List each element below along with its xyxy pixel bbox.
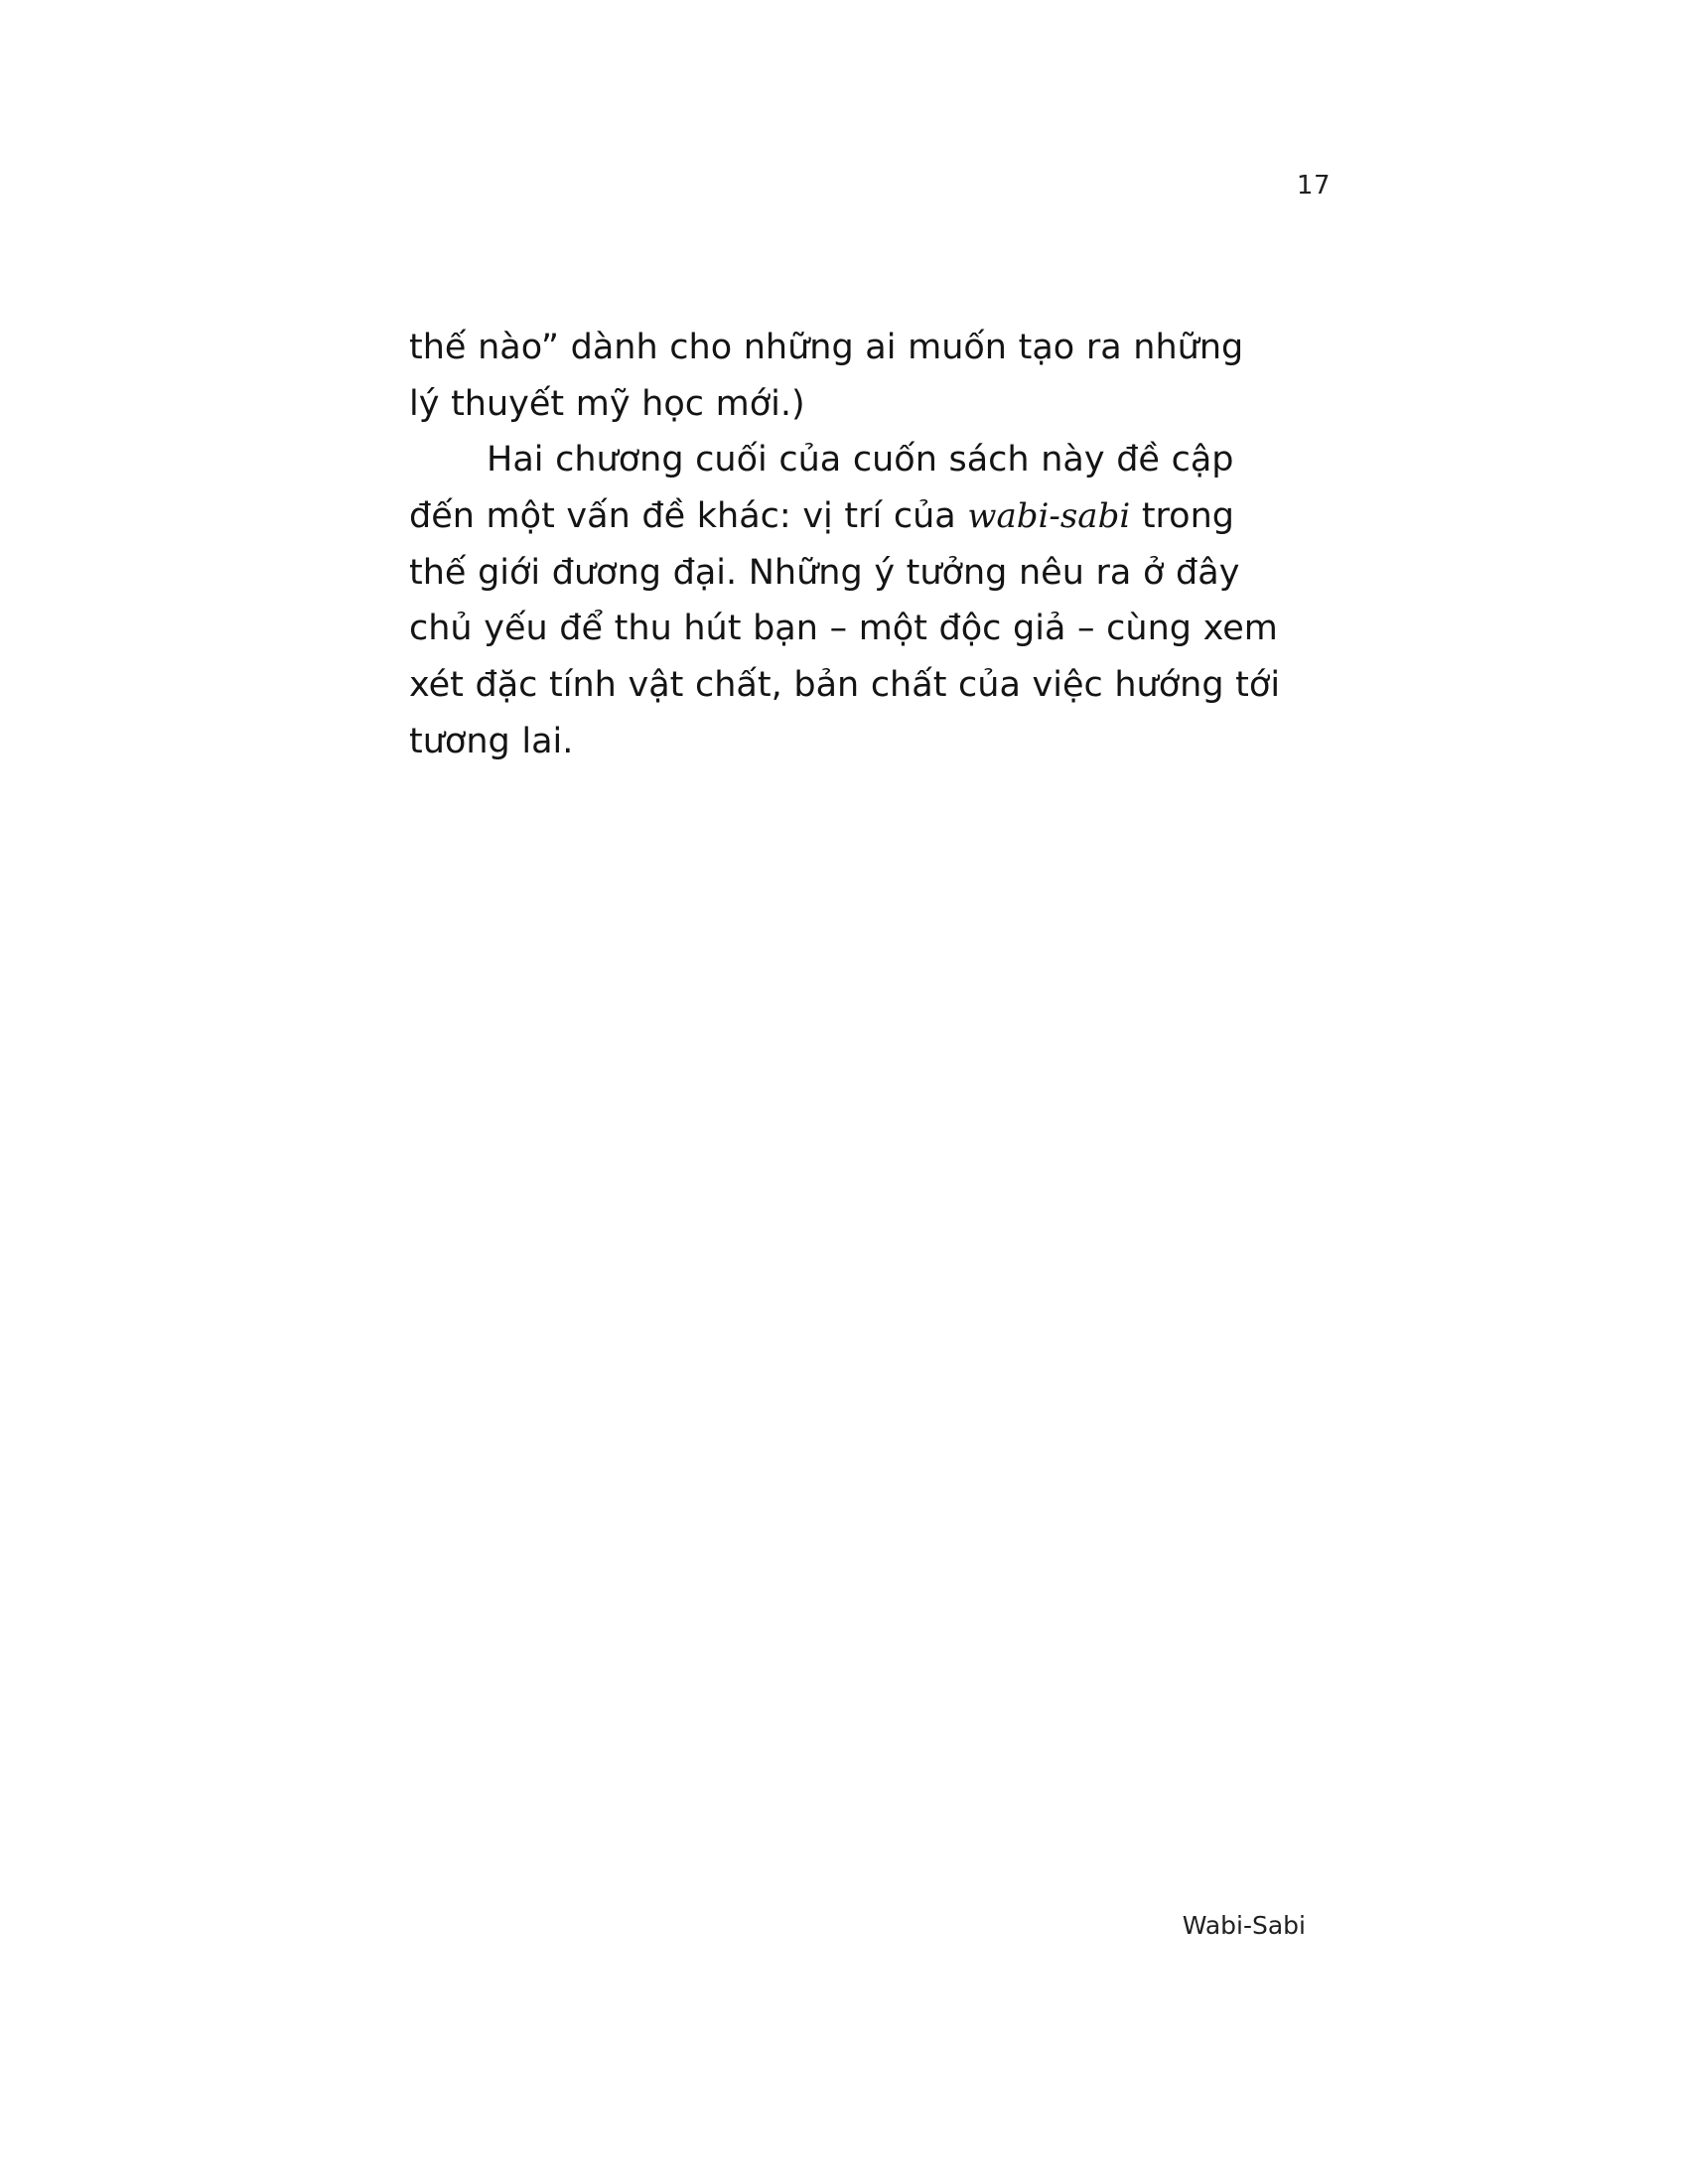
paragraph-line-1: thế nào” dành cho những ai muốn tạo ra những <box>409 328 1244 367</box>
paragraph-continuation <box>409 320 1303 432</box>
footer-running-title: Wabi-Sabi <box>1182 1911 1306 1940</box>
page-body-text <box>409 320 1303 770</box>
paragraph-line-2: lý thuyết mỹ học mới.) <box>409 383 805 424</box>
page-number: 17 <box>1296 171 1331 201</box>
italic-term-wabi-sabi: wabi-sabi <box>967 496 1131 537</box>
paragraph-text-before-term: Hai chương cuối của cuốn sách này đề cập đến một vấn đề khác: vị trí của <box>409 440 1234 537</box>
paragraph-text-after-term: trong thế giới đương đại. Những ý tưởng nêu ra ở đây chủ yếu để thu hút bạn – một độc giả – cùng xem xét đặc tính vật chất, bản chất của việc hướng tới tương lai. <box>409 496 1281 761</box>
paragraph-final <box>409 432 1303 769</box>
